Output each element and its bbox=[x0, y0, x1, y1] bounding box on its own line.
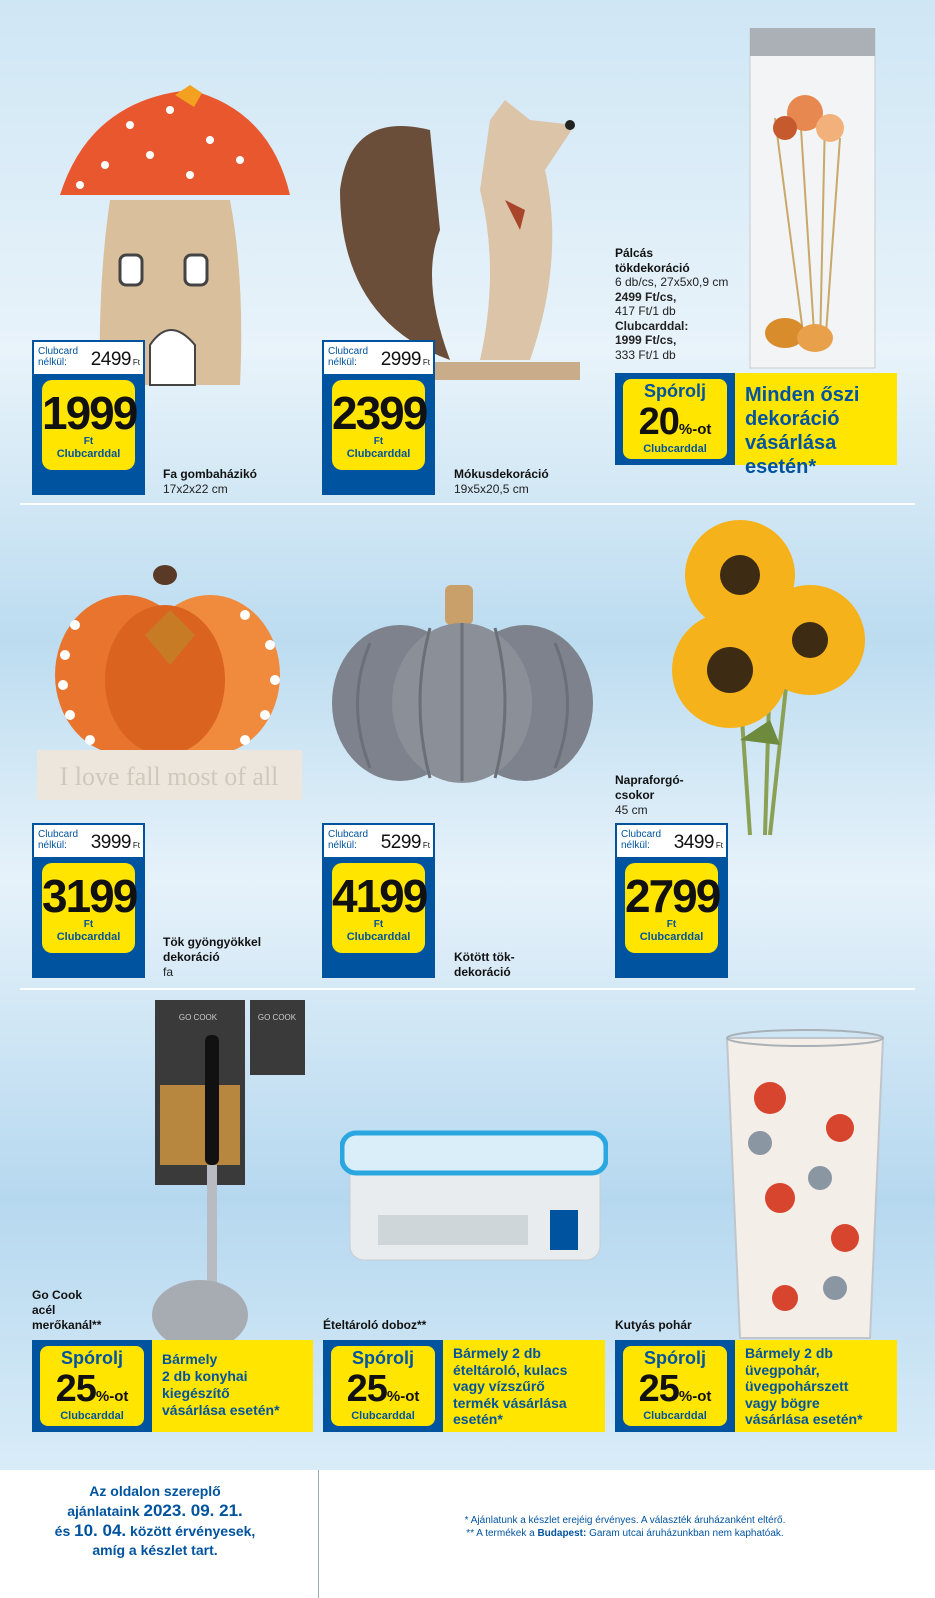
unit-price: 417 Ft/1 db bbox=[615, 304, 676, 318]
product-name-line: dekoráció bbox=[454, 965, 511, 979]
pumpkin-sticks-image bbox=[745, 28, 880, 373]
footer bbox=[0, 1470, 935, 1598]
product-name: Mókusdekoráció bbox=[454, 467, 549, 481]
currency-label: Ft bbox=[715, 841, 723, 850]
product-name-line: merőkanál** bbox=[32, 1318, 102, 1332]
knitted-pumpkin-image bbox=[330, 583, 595, 783]
product-name bbox=[32, 1288, 101, 1333]
offer-text: vásárlása bbox=[745, 432, 837, 454]
old-price: 5299 bbox=[380, 832, 421, 853]
product-name: Pálcás bbox=[615, 246, 654, 260]
old-price: 3999 bbox=[90, 832, 131, 853]
savings-banner bbox=[615, 1340, 897, 1432]
footer-separator bbox=[318, 1470, 319, 1598]
price-tag bbox=[322, 340, 435, 495]
clubcard-price: 3199 bbox=[42, 870, 137, 922]
currency-label: Ft bbox=[83, 436, 94, 447]
validity-line: amíg a készlet tart. bbox=[92, 1542, 218, 1558]
clubcard-note: Clubcarddal bbox=[351, 1410, 415, 1422]
offer-text: vásárlása esetén* bbox=[745, 1411, 863, 1427]
pack-price: 2499 Ft/cs, bbox=[615, 289, 677, 304]
brand-label: GO COOK bbox=[257, 1013, 297, 1022]
validity-line: ajánlataink bbox=[67, 1503, 144, 1519]
validity-line: között érvényesek, bbox=[126, 1523, 256, 1539]
disclaimer-line: * Ajánlatunk a készlet erejéig érvényes. A választék áruházanként eltérő. bbox=[464, 1515, 786, 1526]
price-tag bbox=[615, 823, 728, 978]
pack-info: 6 db/cs, 27x5x0,9 cm bbox=[615, 275, 729, 289]
currency-label: Ft bbox=[132, 841, 140, 850]
clubcard-label: Clubcarddal: bbox=[615, 318, 689, 333]
product-name-line: Tök gyöngyökkel bbox=[163, 935, 262, 949]
pumpkin-sticks-info bbox=[615, 246, 755, 362]
offer-text: üvegpohárszett bbox=[745, 1378, 849, 1394]
offer-text: Bármely 2 db bbox=[745, 1345, 833, 1361]
product-name-line: Go Cook bbox=[32, 1288, 82, 1302]
clubcard-label: Clubcard bbox=[621, 829, 662, 840]
product-name-line: csokor bbox=[615, 788, 655, 802]
save-label: Spórolj bbox=[644, 381, 706, 401]
clubcard-note: Clubcarddal bbox=[639, 931, 704, 943]
currency-label: Ft bbox=[422, 841, 430, 850]
clubcard-price: 2399 bbox=[332, 387, 427, 439]
currency-label: Ft bbox=[422, 358, 430, 367]
start-date: 2023. 09. 21. bbox=[143, 1501, 243, 1520]
clubcard-pack-price: 1999 Ft/cs, bbox=[615, 333, 677, 347]
clubcard-note: Clubcarddal bbox=[643, 443, 707, 455]
discount-percent: 25 bbox=[55, 1368, 96, 1410]
product-size: 17x2x22 cm bbox=[163, 482, 228, 496]
validity-line: és bbox=[54, 1523, 75, 1539]
product-name-line: Kötött tök- bbox=[454, 950, 515, 964]
discount-suffix: %-ot bbox=[678, 1388, 712, 1405]
clubcard-note: Clubcarddal bbox=[346, 931, 411, 943]
without-label: nélkül: bbox=[38, 357, 67, 368]
currency-label: Ft bbox=[132, 358, 140, 367]
offer-text: kiegészítő bbox=[162, 1385, 230, 1401]
offer-text: Minden őszi bbox=[745, 384, 860, 406]
save-label: Spórolj bbox=[352, 1348, 414, 1368]
section-divider bbox=[20, 503, 915, 505]
offer-text: 2 db konyhai bbox=[162, 1368, 248, 1384]
end-date: 10. 04. bbox=[74, 1521, 127, 1540]
clubcard-unit-price: 333 Ft/1 db bbox=[615, 347, 676, 362]
product-name: tökdekoráció bbox=[615, 260, 690, 275]
currency-label: Ft bbox=[666, 919, 677, 930]
price-tag bbox=[32, 340, 145, 495]
product-name-line: acél bbox=[32, 1303, 56, 1317]
savings-banner bbox=[32, 1340, 313, 1432]
offer-text: ételtároló, kulacs bbox=[453, 1361, 568, 1378]
discount-percent: 25 bbox=[346, 1368, 387, 1410]
dog-glass-image bbox=[725, 1028, 885, 1343]
offer-text: vagy vízszűrő bbox=[453, 1378, 545, 1394]
currency-label: Ft bbox=[373, 919, 384, 930]
product-name-line: dekoráció bbox=[163, 950, 220, 964]
offer-text: Bármely 2 db bbox=[453, 1345, 541, 1361]
discount-suffix: %-ot bbox=[386, 1388, 420, 1405]
brand-label: GO COOK bbox=[178, 1013, 218, 1022]
product-name-line: Napraforgó- bbox=[615, 773, 684, 787]
offer-text: dekoráció bbox=[745, 408, 840, 430]
food-container-image bbox=[340, 1125, 608, 1265]
clubcard-note: Clubcarddal bbox=[56, 931, 121, 943]
clubcard-label: Clubcard bbox=[38, 346, 79, 357]
disclaimer-line: ** A termékek a bbox=[466, 1528, 538, 1539]
save-label: Spórolj bbox=[644, 1348, 706, 1368]
clubcard-price: 2799 bbox=[625, 870, 720, 922]
offer-text: vásárlása esetén* bbox=[162, 1402, 280, 1418]
clubcard-price: 1999 bbox=[42, 387, 137, 439]
product-size: 19x5x20,5 cm bbox=[454, 482, 529, 496]
price-tag bbox=[32, 823, 145, 978]
disclaimer bbox=[330, 1514, 920, 1540]
without-label: nélkül: bbox=[328, 357, 357, 368]
clubcard-note: Clubcarddal bbox=[346, 448, 411, 460]
offer-text: esetén* bbox=[745, 456, 817, 478]
product-name: Ételtároló doboz** bbox=[323, 1318, 427, 1332]
product-name: Fa gombaházikó bbox=[163, 467, 258, 481]
validity-line: Az oldalon szereplő bbox=[89, 1483, 221, 1499]
offer-text: esetén* bbox=[453, 1411, 503, 1427]
save-label: Spórolj bbox=[61, 1348, 123, 1368]
clubcard-price: 4199 bbox=[332, 870, 427, 922]
savings-banner bbox=[323, 1340, 605, 1432]
clubcard-note: Clubcarddal bbox=[56, 448, 121, 460]
currency-label: Ft bbox=[373, 436, 384, 447]
without-label: nélkül: bbox=[328, 840, 357, 851]
discount-percent: 25 bbox=[638, 1368, 679, 1410]
disclaimer-line: Garam utcai áruházunkban nem kaphatóak. bbox=[586, 1528, 784, 1539]
validity-note bbox=[0, 1482, 310, 1560]
discount-suffix: %-ot bbox=[95, 1388, 129, 1405]
without-label: nélkül: bbox=[38, 840, 67, 851]
savings-banner bbox=[615, 373, 897, 478]
old-price: 3499 bbox=[673, 832, 714, 853]
product-size: 45 cm bbox=[615, 803, 648, 817]
discount-suffix: %-ot bbox=[678, 421, 712, 438]
product-name bbox=[615, 773, 684, 803]
clubcard-note: Clubcarddal bbox=[60, 1410, 124, 1422]
ladle-image bbox=[150, 995, 310, 1355]
without-label: nélkül: bbox=[621, 840, 650, 851]
plaque-text: I love fall most of all bbox=[59, 762, 279, 791]
clubcard-note: Clubcarddal bbox=[643, 1410, 707, 1422]
store-name: Budapest: bbox=[537, 1528, 587, 1539]
currency-label: Ft bbox=[83, 919, 94, 930]
offer-text: vagy bögre bbox=[745, 1394, 820, 1411]
pumpkin-beads-image bbox=[35, 565, 305, 805]
offer-text: Bármely bbox=[162, 1351, 218, 1367]
product-name: Kutyás pohár bbox=[615, 1318, 692, 1332]
product-name bbox=[454, 950, 515, 980]
price-tag bbox=[322, 823, 435, 978]
product-name bbox=[163, 935, 261, 965]
old-price: 2499 bbox=[90, 349, 131, 370]
discount-percent: 20 bbox=[638, 401, 679, 443]
clubcard-label: Clubcard bbox=[328, 346, 369, 357]
section-divider bbox=[20, 988, 915, 990]
clubcard-label: Clubcard bbox=[38, 829, 79, 840]
offer-text: üvegpohár, bbox=[745, 1361, 820, 1378]
clubcard-label: Clubcard bbox=[328, 829, 369, 840]
product-material: fa bbox=[163, 965, 174, 979]
old-price: 2999 bbox=[380, 349, 421, 370]
offer-text: termék vásárlása bbox=[453, 1394, 567, 1411]
